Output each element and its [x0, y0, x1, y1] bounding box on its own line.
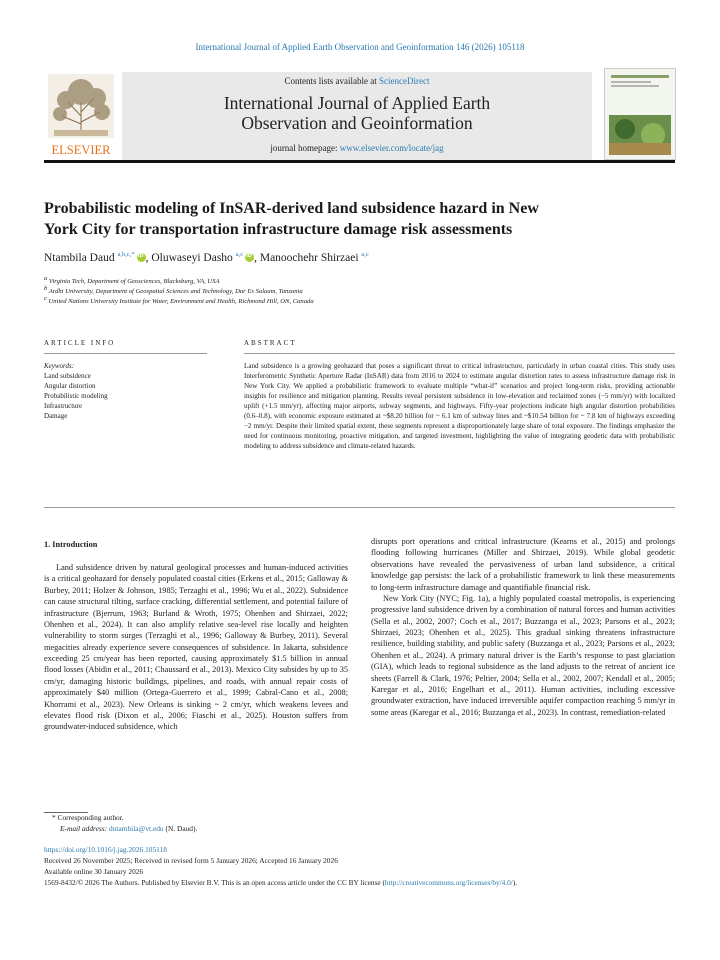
- title-line-2: York City for transportation infrastructure damage risk assessments: [44, 221, 513, 238]
- author-name[interactable]: Ntambila Daud: [44, 252, 115, 264]
- email-label: E-mail address:: [60, 824, 109, 833]
- elsevier-tree-icon: [44, 72, 118, 158]
- license-suffix: ).: [512, 878, 518, 887]
- affiliation-text: United Nations University Institute for Water, Environment and Health, Richmond Hill, ON, Canada: [48, 298, 314, 305]
- abstract-label: ABSTRACT: [244, 339, 297, 347]
- available-online: Available online 30 January 2026: [44, 867, 144, 876]
- keyword: Angular distortion: [44, 382, 96, 390]
- article-title: [44, 198, 644, 240]
- author-list: Ntambila Daud $^{a,b,c,*}$iD , Oluwaseyi Dasho $^{a,c}$iD , Manoochehr Shirzaei $^{a,c}$: [44, 252, 644, 264]
- author-affil-marks[interactable]: a,c: [361, 251, 369, 259]
- author-affil-marks[interactable]: a,b,c,*: [117, 251, 135, 259]
- article-info-rule: [44, 353, 207, 354]
- abstract-text: Land subsidence is a growing geohazard that poses a significant threat to critical infrastructure, particularly in urban coastal cities. This study uses Interferometric Synthetic Aperture Radar (InSAR) data from 2016 to 2024 to estimate angular distortion rates to assess infrastructure damage risk in New York City. We applied a probabilistic framework to evaluate multiple “what-if” scenarios and project long-term risks, providing actionable insights for resilience and mitigation planning. Results reveal persistent subsidence in low-elevation and reclaimed zones (−5 mm/yr) with localized uplift (+1.5 mm/yr), affecting major airports, subway segments, and highways. Fifty-year projections indicate high angular distortion probabilities (0.6–0.8), with economic exposure estimated at ~$8.20 billion for ~ 6.1 km of subway lines and ~$10.54 billion for ~ 7.8 km of highways exceeding −2 mm/yr. Despite their limited spatial extent, these segments represent a disproportionately large share of total exposure. The findings emphasize the need for continuous monitoring, proactive mitigation, and targeted investment, highlighting the value of integrating geodetic data with probabilistic modeling to address subsidence and climate-related hazards.: [244, 362, 675, 451]
- received-dates: Received 26 November 2025; Received in revised form 5 January 2026; Accepted 16 January 2026: [44, 856, 338, 865]
- keyword: Land subsidence: [44, 372, 91, 380]
- license-link[interactable]: http://creativecommons.org/licenses/by/4.0/: [384, 878, 513, 887]
- email-line: [60, 824, 197, 833]
- license-line: [44, 878, 684, 887]
- affiliation-text: Virginia Tech, Department of Geosciences, Blacksburg, VA, USA: [48, 278, 220, 285]
- abstract-bottom-rule: [44, 507, 675, 508]
- homepage-link[interactable]: www.elsevier.com/locate/jag: [339, 143, 444, 153]
- journal-name-line1: International Journal of Applied Earth: [223, 93, 491, 113]
- keywords-heading: Keywords:: [44, 362, 75, 370]
- intro-left-column: [44, 562, 348, 733]
- journal-cover-thumbnail[interactable]: [604, 68, 676, 160]
- keywords-block: [44, 361, 204, 421]
- section-heading-introduction: 1. Introduction: [44, 540, 98, 549]
- affiliation-b: [44, 284, 674, 295]
- orcid-icon[interactable]: [245, 253, 254, 262]
- journal-name-line2: Observation and Geoinformation: [241, 113, 473, 133]
- journal-citation[interactable]: International Journal of Applied Earth Observation and Geoinformation 146 (2026) 105118: [195, 42, 525, 52]
- affiliation-mark: c: [44, 294, 47, 302]
- affiliation-mark: b: [44, 284, 48, 292]
- affiliation-mark: a: [44, 274, 48, 282]
- paragraph: disrupts port operations and critical infrastructure (Kearns et al., 2015) and prolongs flooding following hurricanes (Miller and Shirzaei, 2019). While global geodetic observations have revealed the pervasiveness of urban land subsidence, a critical knowledge gap persists: the lack of a probabilistic framework to link these measurements to long-term infrastructure damage and quantifiable financial risk.: [371, 537, 675, 592]
- contents-line: [122, 76, 592, 86]
- keyword: Infrastructure: [44, 402, 83, 410]
- homepage-prefix: journal homepage:: [270, 143, 340, 153]
- contents-prefix: Contents lists available at: [284, 76, 379, 86]
- paragraph: Land subsidence driven by natural geological processes and human-induced activities is a critical geohazard for densely populated coastal cities (Erkens et al., 2015; Galloway & Burbey, 2011; Holzer & Johnson, 1985; Terzaghi et al., 1996; Wu et al., 2022). Subsidence can cause structural tilting, surface cracking, differential settlement, and potential failure of infrastructure (Bjerrum, 1963; Burland & Wroth, 1975; Ohenhen and Shirzaei, 2022; Ohenhen et al., 2024). It can also amplify relative sea-level rise locally and heighten vulnerability to storm surges (Terzaghi et al., 1996; Galloway & Burbey, 2011). Several megacities already experience severe consequences of subsidence. In Jakarta, subsidence exceeding 25 cm/year has been reported, causing approximately $1.5 billion in annual flood losses (Abidin et al., 2011; Chaussard et al., 2013). Mexico City subsides by up to 35 cm/yr, damaging historic buildings, pipelines, and roads, with annual repair costs of approximately $40 million (Ortega-Guerrero et al., 1999; Cabral-Cano et al., 2008; Khorrami et al., 2023). New Orleans is sinking ~ 2 cm/yr, which weakens levees and elevates flood risk (Dixon et al., 2006; Fiaschi et al., 2025). Houston suffers from groundwater-induced subsidence, which: [44, 563, 348, 732]
- elsevier-wordmark: ELSEVIER: [51, 143, 111, 157]
- abstract-rule: [244, 353, 675, 354]
- journal-name: [122, 93, 592, 133]
- elsevier-logo[interactable]: [44, 72, 118, 158]
- email-suffix: (N. Daud).: [163, 824, 198, 833]
- homepage-line: [122, 143, 592, 153]
- sciencedirect-link[interactable]: ScienceDirect: [379, 76, 430, 86]
- keyword: Probabilistic modeling: [44, 392, 108, 400]
- doi-link[interactable]: https://doi.org/10.1016/j.jag.2026.105118: [44, 845, 167, 854]
- email-link[interactable]: dutambila@vt.edu: [109, 824, 164, 833]
- cover-image: [605, 69, 675, 159]
- corresponding-author-note: * Corresponding author.: [52, 813, 124, 822]
- header-rule: [44, 160, 675, 163]
- affiliation-text: Ardhi University, Department of Geospatial Sciences and Technology, Dar Es Salaam, Tanzania: [48, 288, 303, 295]
- author-name[interactable]: Manoochehr Shirzaei: [259, 252, 359, 264]
- orcid-icon[interactable]: [137, 253, 146, 262]
- paragraph: New York City (NYC; Fig. 1a), a highly populated coastal metropolis, is experiencing progressive land subsidence driven by a combination of natural forces and human activities (Sella et al., 2002, 2007; Coch et al., 2017; Buzzanga et al., 2023; Parsons et al., 2023; Shirzaei, 2023; Ohenhen et al., 2025). This gradual sinking threatens infrastructure resilience, building stability, and public safety (Buzzanga et al., 2023; Parsons et al., 2023; Ohenhen et al., 2024). A primary natural driver is the Earth’s response to past glaciation (GIA), which leads to regional subsidence as the land adjusts to the retreat of ancient ice sheets (Farrell & Clark, 1976; Peltier, 2004; Sella et al., 2002, 2007; Kendall et al., 2005; Karegar et al., 2016; Engelhart et al., 2011). Human activities, including excessive groundwater extraction, have induced irreversible aquifer compaction reaching 5 mm/yr in some areas (Karegar et al., 2016; Buzzanga et al., 2023). In contrast, remediation-related: [371, 593, 675, 717]
- doi-line: [44, 845, 167, 854]
- title-line-1: Probabilistic modeling of InSAR-derived land subsidence hazard in New: [44, 200, 539, 217]
- author-affil-marks[interactable]: a,c: [235, 251, 244, 259]
- license-prefix: 1569-8432/© 2026 The Authors. Published by Elsevier B.V. This is an open access article under the CC BY license (: [44, 878, 385, 887]
- affiliation-c: [44, 294, 674, 305]
- keyword: Damage: [44, 412, 68, 420]
- intro-right-column: [371, 536, 675, 718]
- affiliation-a: [44, 274, 674, 285]
- author-name[interactable]: Oluwaseyi Dasho: [151, 252, 233, 264]
- article-info-label: ARTICLE INFO: [44, 339, 116, 347]
